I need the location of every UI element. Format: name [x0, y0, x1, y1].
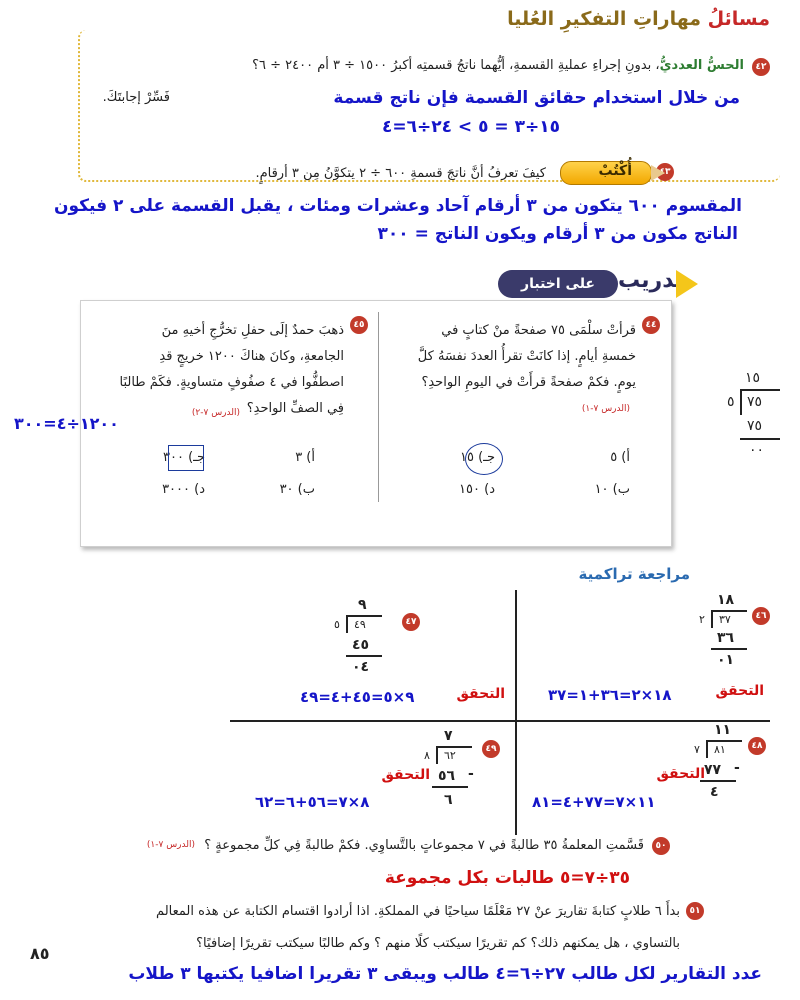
division-bracket: [740, 389, 742, 415]
question-45-line: فِي الصفِّ الواحدِ؟: [246, 401, 344, 416]
question-number-badge: ٤٧: [402, 613, 420, 631]
minus-sign: -: [468, 766, 474, 782]
subtraction-line: [432, 786, 468, 788]
question-number-badge: ٥٠: [652, 837, 670, 855]
question-number-badge: ٤٢: [752, 58, 770, 76]
division-bracket: [711, 610, 713, 628]
division-bar: [706, 740, 742, 742]
page-number: ٨٥: [30, 944, 50, 963]
verification-49: ٨×٧=٥٦+٦=٦٢: [255, 793, 370, 811]
question-number-badge: ٤٤: [642, 316, 660, 334]
divisor: ٥: [334, 618, 340, 631]
verification-48: ١١×٧=٧٧+٤=٨١: [532, 793, 656, 811]
dividend: ٤٩: [354, 618, 366, 631]
verification-47: ٩×٥=٤٥+٤=٤٩: [300, 688, 415, 706]
subtraction-line: [711, 648, 747, 650]
question-42-text: [64, 56, 744, 76]
question-44-line: قرأتْ سلْمَى ٧٥ صفحةً منْ كتابٍ في: [441, 323, 636, 338]
section-title: [507, 8, 770, 30]
practice-header: [498, 270, 698, 298]
margin-long-division: [725, 370, 795, 470]
question-number-badge: ٤٨: [748, 737, 766, 755]
question-50-answer: ٣٥÷٧=٥ طالبات بكل مجموعة: [384, 868, 630, 888]
divisor: ٥: [727, 394, 735, 410]
option-a[interactable]: أ) ٥: [610, 450, 630, 465]
option-c-selected[interactable]: جـ) ١٥: [459, 450, 495, 465]
review-title: مراجعة تراكمية: [578, 565, 690, 583]
quotient: ٧: [444, 728, 453, 744]
division-bracket: [436, 746, 438, 764]
option-a[interactable]: أ) ٣: [295, 450, 315, 465]
practice-logo: تدريب: [618, 268, 684, 293]
section-title-prefix: مسائلُ: [707, 8, 770, 30]
quotient: ٩: [358, 597, 367, 613]
question-number-badge: ٥١: [686, 902, 704, 920]
lesson-reference: (الدرس ٧-١): [581, 404, 630, 414]
option-d[interactable]: د) ١٥٠: [459, 482, 495, 497]
dividend: ٨١: [714, 743, 726, 756]
arrow-icon: [676, 270, 698, 298]
question-45-line: الجامعةِ، وكانَ هناكَ ١٢٠٠ خريجٍ قدِ: [159, 349, 344, 364]
write-label: أُكْتُبْ: [598, 163, 632, 179]
product: ٣٦: [717, 630, 735, 646]
question-42-answer-line1: من خلال استخدام حقائق القسمة فإن ناتج قسمة: [333, 88, 740, 108]
product: ٤٥: [352, 637, 370, 653]
practice-label: على اختبار: [498, 270, 618, 298]
check-label: التحقق: [456, 686, 505, 702]
check-label: التحقق: [656, 766, 705, 782]
question-50-text: قَسَّمتِ المعلمةُ ٣٥ طالبةً في ٧ مجموعاتٍ بالتَّساوِي. فكمْ طالبةً فِي كلِّ مجموعةٍ ؟: [204, 838, 644, 853]
question-number-badge: ٤٩: [482, 740, 500, 758]
selected-answer-box: [168, 445, 204, 471]
question-42-line2: فَسِّرْ إجابتَكَ.: [102, 90, 170, 105]
division-bracket: [706, 740, 708, 758]
check-label: التحقق: [715, 683, 764, 699]
review-vertical-divider: [515, 590, 517, 835]
question-44-line: خمسةِ أيامٍ. إذا كانَتْ تقرأُ العددَ نفسَهُ كلَّ: [417, 349, 636, 364]
division-bar: [346, 615, 382, 617]
product: ٧٧: [704, 762, 722, 778]
lesson-reference: (الدرس ٧-١): [146, 840, 195, 850]
dividend: ٣٧: [719, 613, 731, 626]
question-43-answer-line2: الناتج مكون من ٣ أرقام ويكون الناتج = ٣٠٠: [377, 224, 738, 244]
division-bracket: [346, 615, 348, 633]
question-42-line1: ، بدونِ إجراءِ عمليةِ القسمةِ، أيُّهما ناتجُ قسمتِه أكبرُ ١٥٠٠ ÷ ٣ أم ٢٤٠٠ ÷ ٦؟: [252, 58, 660, 73]
quotient: ١١: [714, 722, 732, 738]
verification-46: ١٨×٢=٣٦+١=٣٧: [548, 686, 672, 704]
divisor: ٧: [694, 743, 700, 756]
question-43-answer-line1: المقسوم ٦٠٠ يتكون من ٣ أرقام آحاد وعشرات ومئات ، يقبل القسمة على ٢ فيكون: [53, 196, 742, 216]
question-number-badge: ٤٥: [350, 316, 368, 334]
quotient: ١٥: [745, 370, 761, 386]
minus-sign: -: [734, 760, 740, 776]
division-bar: [711, 610, 747, 612]
subtraction-line: [346, 655, 382, 657]
product: ٥٦: [438, 768, 456, 784]
question-44-text: [386, 318, 636, 396]
question-number-badge: ٤٣: [656, 163, 674, 181]
division-bar: [740, 389, 780, 391]
remainder: ٤: [710, 784, 719, 800]
remainder: ٠١: [717, 652, 735, 668]
question-45-line: ذهبَ حمدٌ إلَى حفلِ تخرُّجِ أخيهِ منَ: [161, 323, 344, 338]
question-51-answer: عدد التقارير لكل طالب ٢٧÷٦=٤ طالب ويبقى ٣ تقريرا اضافيا يكتبها ٣ طلاب: [128, 964, 762, 984]
selected-answer-circle: [465, 443, 503, 475]
question-43-text: كيفَ تعرفُ أنَّ ناتجَ قسمةِ ٦٠٠ ÷ ٢ يتكوَّنُ مِن ٣ أرقامٍ.: [255, 166, 546, 181]
column-divider: [378, 312, 379, 502]
margin-answer: ١٢٠٠÷٤=٣٠٠: [14, 414, 119, 433]
remainder: ٠٠: [749, 442, 765, 458]
product: ٧٥: [747, 418, 763, 434]
remainder: ٠٤: [352, 659, 370, 675]
divisor: ٨: [424, 749, 430, 762]
division-bar: [436, 746, 472, 748]
long-division-47: [330, 597, 390, 677]
subtraction-line: [740, 438, 780, 440]
quotient: ١٨: [717, 592, 735, 608]
divisor: ٢: [699, 613, 705, 626]
option-b[interactable]: ب) ١٠: [594, 482, 630, 497]
option-d[interactable]: د) ٣٠٠٠: [162, 482, 205, 497]
option-b[interactable]: ب) ٣٠: [279, 482, 315, 497]
question-51-line1: بدأَ ٦ طلابٍ كتابةَ تقاريرَ عنْ ٢٧ مَعْلَمًا سياحيًا في المملكةِ. اذا أرادوا اقتسام الكتابة عن هذه المعالم: [156, 904, 680, 919]
question-45-line: اصطفُّوا في ٤ صفُوفٍ متساويةٍ. فكَمْ طالبًا: [119, 375, 344, 390]
section-title-rest: مهاراتِ التفكيرِ العُليا: [507, 8, 708, 30]
question-number-badge: ٤٦: [752, 607, 770, 625]
subtraction-line: [700, 780, 736, 782]
long-division-46: [695, 592, 755, 672]
dividend: ٧٥: [747, 394, 763, 410]
review-horizontal-divider: [230, 720, 770, 722]
dividend: ٦٢: [444, 749, 456, 762]
option-c-selected[interactable]: جـ) ٣٠٠: [162, 450, 205, 465]
check-label: التحقق: [381, 767, 430, 783]
lesson-reference: (الدرس ٧-٢): [191, 408, 240, 418]
question-51-line2: بالتساوي ، هل يمكنهم ذلك؟ كم تقريرًا سيكتب كلًا منهم ؟ وكم طالبًا سيكتب تقريرًا إضافيًا؟: [196, 936, 680, 951]
question-44-line: يومٍ. فكمْ صفحةً قرأَتْ في اليومِ الواحدِ؟: [421, 375, 636, 390]
remainder: ٦: [444, 792, 453, 808]
question-45-text: [104, 318, 344, 422]
question-42-answer-line2: ١٥÷٣ = ٥ > ٢٤÷٦=٤: [381, 117, 560, 137]
question-42-keyword: الحسُّ العدديُّ: [659, 58, 744, 73]
